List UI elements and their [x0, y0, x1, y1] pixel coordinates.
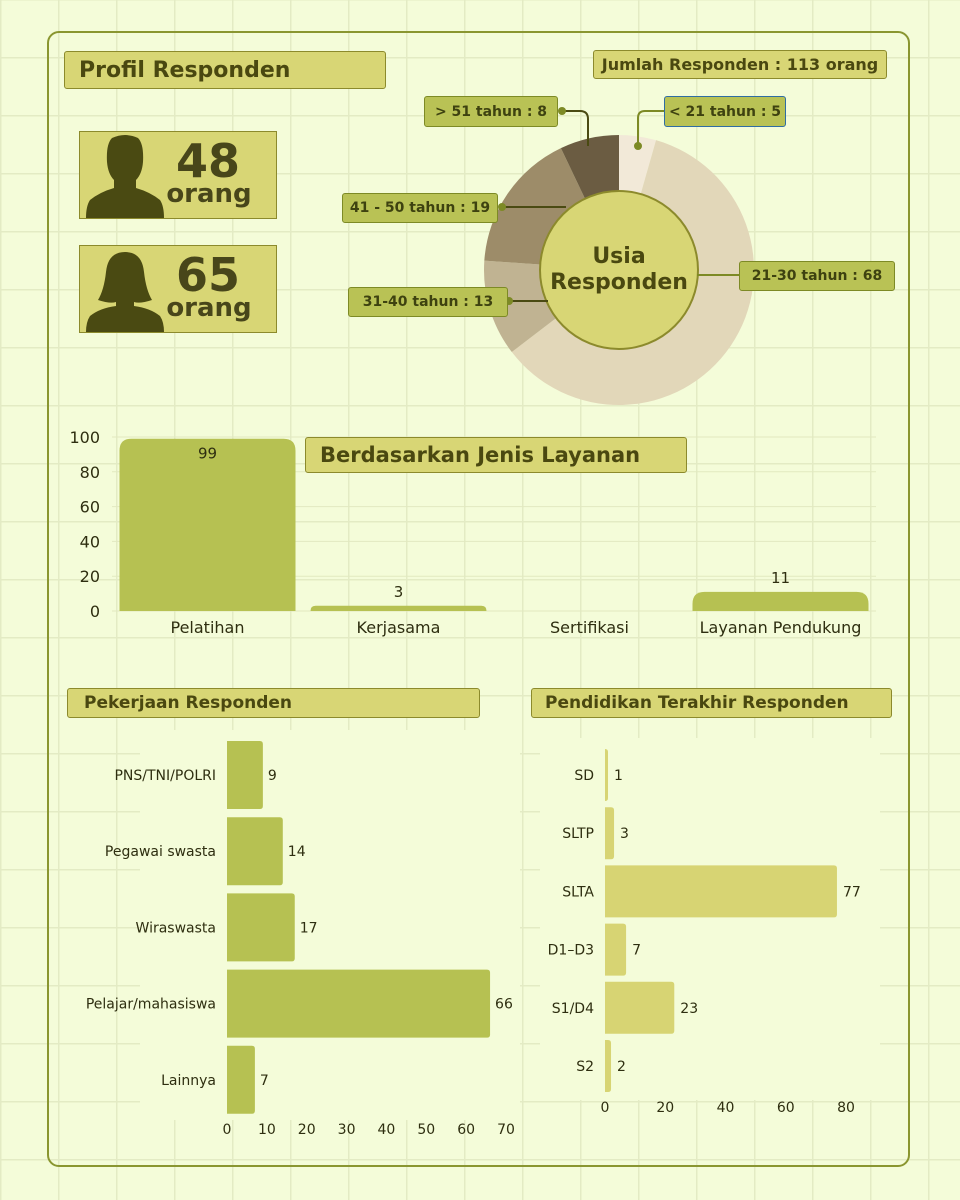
education-bar: [605, 924, 626, 976]
education-category-label: D1–D3: [547, 942, 594, 959]
age-center-label: Usia: [592, 244, 646, 269]
education-value-label: 3: [620, 826, 629, 843]
female-unit: orang: [166, 293, 252, 323]
age-label-tag: > 51 tahun : 8: [424, 96, 558, 127]
education-bar: [605, 1040, 611, 1092]
education-category-label: S1/D4: [551, 1000, 594, 1017]
job-category-label: Lainnya: [161, 1072, 216, 1089]
service-value-label: 3: [393, 582, 404, 601]
education-xtick: 80: [837, 1100, 855, 1116]
education-value-label: 1: [614, 768, 623, 784]
service-chart-title: Berdasarkan Jenis Layanan: [305, 437, 687, 473]
education-value-label: 2: [617, 1059, 626, 1075]
education-category-label: SD: [574, 768, 594, 784]
male-unit: orang: [166, 179, 252, 209]
education-value-label: 23: [680, 1000, 699, 1017]
job-xtick: 60: [457, 1122, 476, 1138]
job-xtick: 30: [337, 1122, 356, 1138]
service-ytick: 80: [79, 462, 100, 482]
education-xtick: 60: [776, 1100, 795, 1116]
total-respondents-badge: Jumlah Responden : 113 orang: [593, 50, 887, 79]
education-bar: [605, 749, 608, 801]
job-xtick: 70: [497, 1122, 515, 1138]
service-category-label: Sertifikasi: [550, 618, 629, 637]
job-category-label: Pegawai swasta: [104, 844, 216, 861]
page-title: Profil Responden: [64, 51, 386, 89]
education-plot-background: [540, 738, 880, 1100]
job-category-label: Wiraswasta: [135, 920, 216, 937]
service-category-label: Kerjasama: [356, 618, 441, 637]
job-value-label: 66: [495, 996, 513, 1013]
service-category-label: Pelatihan: [170, 618, 245, 637]
age-label-tag: 31-40 tahun : 13: [348, 287, 508, 317]
job-value-label: 17: [299, 920, 318, 937]
service-value-label: 11: [770, 568, 791, 587]
job-xtick: 50: [417, 1122, 436, 1138]
age-label-tag: 21-30 tahun : 68: [739, 261, 895, 291]
education-xtick: 20: [656, 1100, 675, 1116]
education-category-label: SLTA: [562, 884, 594, 901]
education-category-label: SLTP: [562, 826, 594, 843]
service-value-label: 99: [197, 444, 218, 463]
job-category-label: Pelajar/mahasiswa: [85, 996, 216, 1013]
job-xtick: 0: [222, 1122, 232, 1138]
service-ytick: 20: [79, 567, 100, 587]
service-ytick: 60: [79, 497, 100, 517]
education-bar: [605, 807, 614, 859]
education-xtick: 40: [716, 1100, 735, 1116]
job-value-label: 9: [267, 768, 277, 784]
education-section-title: Pendidikan Terakhir Responden: [531, 688, 892, 718]
female-count: 65: [175, 248, 240, 302]
service-ytick: 40: [79, 532, 100, 552]
age-label-tag: < 21 tahun : 5: [664, 96, 786, 127]
education-xtick: 0: [600, 1100, 610, 1116]
education-bar: [605, 865, 837, 917]
education-category-label: S2: [576, 1059, 594, 1075]
job-xtick: 10: [257, 1122, 276, 1138]
male-count: 48: [175, 134, 240, 188]
age-label-tag: 41 - 50 tahun : 19: [342, 193, 498, 223]
education-value-label: 7: [632, 942, 642, 959]
education-bar: [605, 982, 674, 1034]
service-category-label: Layanan Pendukung: [699, 618, 862, 637]
job-xtick: 20: [297, 1122, 316, 1138]
job-category-label: PNS/TNI/POLRI: [114, 768, 216, 784]
job-value-label: 7: [259, 1072, 269, 1089]
jobs-section-title: Pekerjaan Responden: [67, 688, 480, 718]
service-ytick: 0: [89, 602, 100, 621]
age-center-label: Responden: [550, 270, 688, 295]
job-xtick: 40: [377, 1122, 396, 1138]
job-value-label: 14: [287, 844, 306, 861]
education-value-label: 77: [842, 884, 861, 901]
service-ytick: 100: [69, 428, 100, 447]
